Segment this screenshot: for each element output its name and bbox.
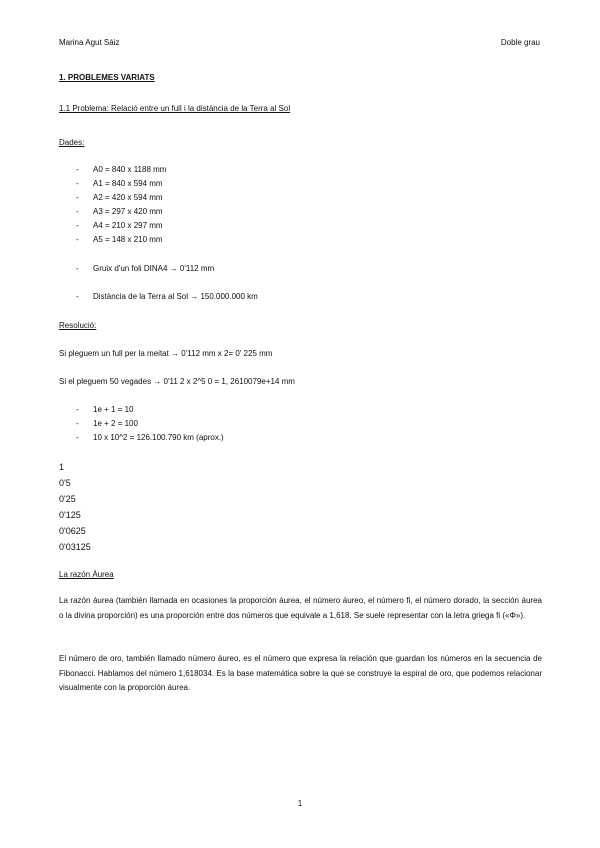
earth-sun-distance: Distància de la Terra al Sol → 150.000.000 km [93, 292, 258, 301]
paper-size-a1: A1 = 840 x 594 mm [93, 179, 163, 188]
number-value: 0'125 [59, 510, 81, 520]
razon-heading: La razón Áurea [59, 570, 114, 579]
page-number: 1 [297, 799, 303, 808]
razon-paragraph-1: La razón áurea (también llamada en ocasiones la proporción áurea, el número áureo, el número fi, el número dorado, la sección áurea o la divina proporción) es una proporción entre dos números que equivale a 1,618. Se suele representar con la letra griega fi («Φ»). [59, 596, 542, 620]
header-subject: Doble grau [500, 38, 540, 47]
problem-subtitle: 1.1 Problema: Relació entre un full i la distància de la Terra al Sol [59, 104, 291, 113]
fold-once-line: Si pleguem un full per la meitat → 0'112 mm x 2= 0' 225 mm [59, 349, 273, 358]
document-page: Marina Agut Sáiz Doble grau 1. PROBLEMES VARIATS 1.1 Problema: Relació entre un full i la distància de la Terra al Sol Dades: - A0 = 840 x 1188 mm - A1 = 840 x 594 mm - A2 = 420 x 594 mm - A3 = 297 x 420 mm - A4 = 210 x 297 mm - A5 = 148 x 210 mm - Gruix d'un foli DINA4 → 0'112 mm - Distància de la Terra al Sol → 150.000.000 km Resolució: Si pleguem un full per la meitat → 0'112 mm x 2= 0' 225 mm Si el pleguem 50 vegades → 0'11 2 x 2^5 0 = 1, 2610079e+14 mm - 1e + 1 = 10 - 1e + 2 = 100 - 10 x 10^2 = 126.100.790 km (aprox.) 1 0'5 0'25 0'125 0'0625 0'03125 La razón Áurea La razón áurea (también llamada en ocasiones la proporción áurea, el número áureo, el número fi, el número dorado, la sección áurea o la divina proporción) es una proporción entre dos números que equivale a 1,618. Se suele representar con la letra griega fi («Φ»). El número de oro, también llamado número áureo, es el número que expresa la relación que guardan los números en la secuencia de Fibonacci. Hablamos del número 1,618034. Es la base matemática sobre la que se construye la espiral de oro, que podemos relacionar visualmente con la proporción áurea. 1 [0, 0, 600, 848]
section-title: 1. PROBLEMES VARIATS [59, 73, 155, 82]
number-value: 1 [59, 462, 65, 472]
paper-size-a0: A0 = 840 x 1188 mm [93, 165, 167, 174]
number-value: 0'5 [59, 478, 71, 488]
number-value: 0'03125 [59, 542, 91, 552]
paper-size-a3: A3 = 297 x 420 mm [93, 207, 163, 216]
resolucio-heading: Resolució: [59, 321, 97, 330]
dades-heading: Dades: [59, 138, 85, 147]
paper-size-a2: A2 = 420 x 594 mm [93, 193, 163, 202]
header-author: Marina Agut Sáiz [59, 38, 120, 47]
razon-paragraph-2: El número de oro, también llamado número áureo, es el número que expresa la relación que guardan los números en la secuencia de Fibonacci. Hablamos del número 1,618034. Es la base matemática sobre la que se construye la espiral de oro, que podemos relacionar visualmente con la proporción áurea. [59, 654, 542, 692]
calc-item-3: 10 x 10^2 = 126.100.790 km (aprox.) [93, 433, 224, 442]
sheet-thickness: Gruix d'un foli DINA4 → 0'112 mm [93, 264, 215, 273]
number-value: 0'0625 [59, 526, 86, 536]
calc-item-2: 1e + 2 = 100 [93, 419, 138, 428]
calc-item-1: 1e + 1 = 10 [93, 405, 134, 414]
paper-size-a4: A4 = 210 x 297 mm [93, 221, 163, 230]
fold-fifty-line: Si el pleguem 50 vegades → 0'11 2 x 2^5 0 = 1, 2610079e+14 mm [59, 377, 295, 386]
paper-size-a5: A5 = 148 x 210 mm [93, 235, 163, 244]
number-value: 0'25 [59, 494, 76, 504]
